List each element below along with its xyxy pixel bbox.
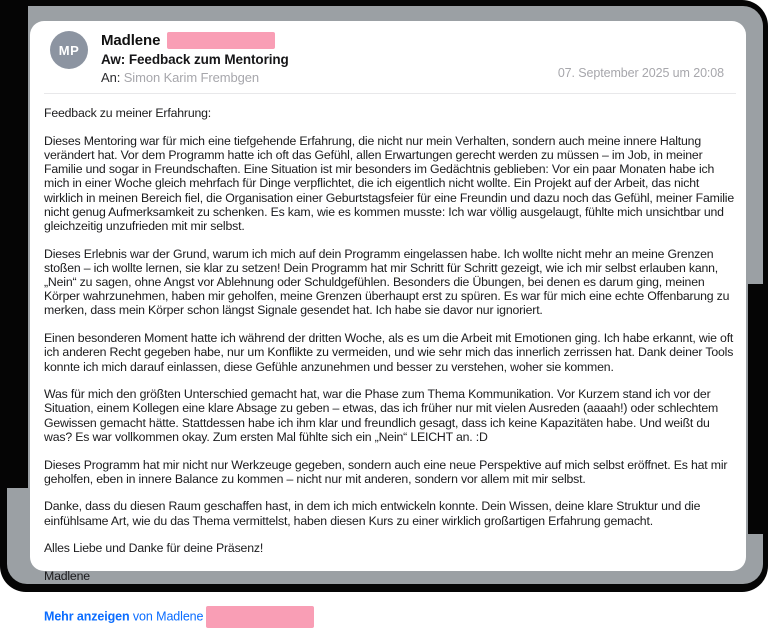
frame-mask-right [748,284,768,534]
sender-avatar[interactable]: MP [50,31,88,69]
recipient-name: Simon Karim Frembgen [123,70,260,85]
header-meta [101,31,289,85]
recipient-line [101,70,289,85]
show-more-link-bold: Mehr anzeigen [44,609,130,624]
email-header [38,29,738,93]
sender-name-redaction [167,32,275,49]
body-paragraph: Einen besonderen Moment hatte ich während der dritten Woche, als es um die Arbeit mit Emotionen ging. Ich habe erkannt, wie oft ich anderen Recht gegeben habe, nur um Konflikte zu vermeiden, und wie sehr mich das innerlich zerrissen hat. Dank deiner Tools konnte ich mich darauf einlassen, diese Gefühle anzunehmen und besser zu verstehen, woher sie kommen. [44,331,734,374]
body-paragraph: Was für mich den größten Unterschied gemacht hat, war die Phase zum Thema Kommunikation. Vor Kurzem stand ich vor der Situation, einem Kollegen eine klare Absage zu geben – etwas, das ich früher nur mit vielen Ausreden (aaaah!) oder schlechtem Gewissen gemacht hätte. Stattdessen habe ich ihm klar und freundlich gesagt, dass ich keine Kapazitäten habe. Und weißt du was? Es war vollkommen okay. Zum ersten Mal fühlte sich ein „Nein“ LEICHT an. :D [44,387,719,444]
email-message-card [30,21,746,624]
body-paragraph: Madlene [44,569,90,584]
body-paragraph: Alles Liebe und Danke für deine Präsenz! [44,541,264,556]
email-body [38,94,738,583]
body-paragraph: Feedback zu meiner Erfahrung: [44,106,212,120]
email-date: 07. September 2025 um 20:08 [557,66,724,80]
footer-name-redaction [206,606,314,628]
body-paragraph: Danke, dass du diesen Raum geschaffen hast, in dem ich mich entwickeln konnte. Dein Wissen, deine klare Struktur und die einfühlsame Art, wie du das Thema vermittelst, haben diesen Kurs zu einer wirklich großartigen Erfahrung gemacht. [44,499,701,528]
sender-name: Madlene [101,32,161,49]
frame-mask-left [0,0,28,488]
body-paragraph: Dieses Erlebnis war der Grund, warum ich mich auf dein Programm eingelassen habe. Ich wollte nicht mehr an meine Grenzen stoßen – ich wollte lernen, sie klar zu setzen! Dein Programm hat mir Schritt für Schritt gezeigt, wie ich mir selbst erlauben kann, „Nein“ zu sagen, ohne Angst vor Ablehnung oder Schuldgefühlen. Besonders die Übungen, bei denen es darum ging, meinen Körper wahrzunehmen, haben mir geholfen, meine Grenzen überhaupt erst zu spüren. Es war für mich eine echte Offenbarung zu merken, dass mein Körper schon längst Signale gesendet hat. Ich habe sie davor nur ignoriert. [44,246,730,318]
email-subject: Aw: Feedback zum Mentoring [101,52,289,67]
body-paragraph: Dieses Programm hat mir nicht nur Werkzeuge gegeben, sondern auch eine neue Perspektive auf mich selbst eröffnet. Es hat mir geholfen, eben in innere Balance zu kommen – nicht nur mit anderen, sondern vor allem mit mir selbst. [44,457,728,486]
footer-link-row [38,597,738,628]
show-more-link[interactable] [44,609,203,623]
body-paragraph: Dieses Mentoring war für mich eine tiefgehende Erfahrung, die nicht nur mein Verhalten, sondern auch meine innere Haltung verändert hat. Vor dem Programm hatte ich oft das Gefühl, allen Erwartungen gerecht werden zu müssen – im Job, in meiner Familie und sogar in Freundschaften. Eine Situation ist mir besonders im Gedächtnis geblieben: Vor ein paar Monaten habe ich mich in einer Woche gleich mehrfach für Dinge verpflichtet, die ich eigentlich nicht wollte. Ein Projekt auf der Arbeit, das nicht wirklich in meinen Bereich fiel, die Organisation einer Geburtstagsfeier für eine Freundin und dazu noch das Gefühl, meiner Familie nicht genug Aufmerksamkeit zu schenken. Es kam, wie es kommen musste: Ich war völlig ausgelaugt, fühlte mich unsichtbar und gleichzeitig unzufrieden mit mir selbst. [44,133,735,233]
show-more-link-rest: von Madlene [129,609,204,624]
to-label: An: [101,70,121,85]
